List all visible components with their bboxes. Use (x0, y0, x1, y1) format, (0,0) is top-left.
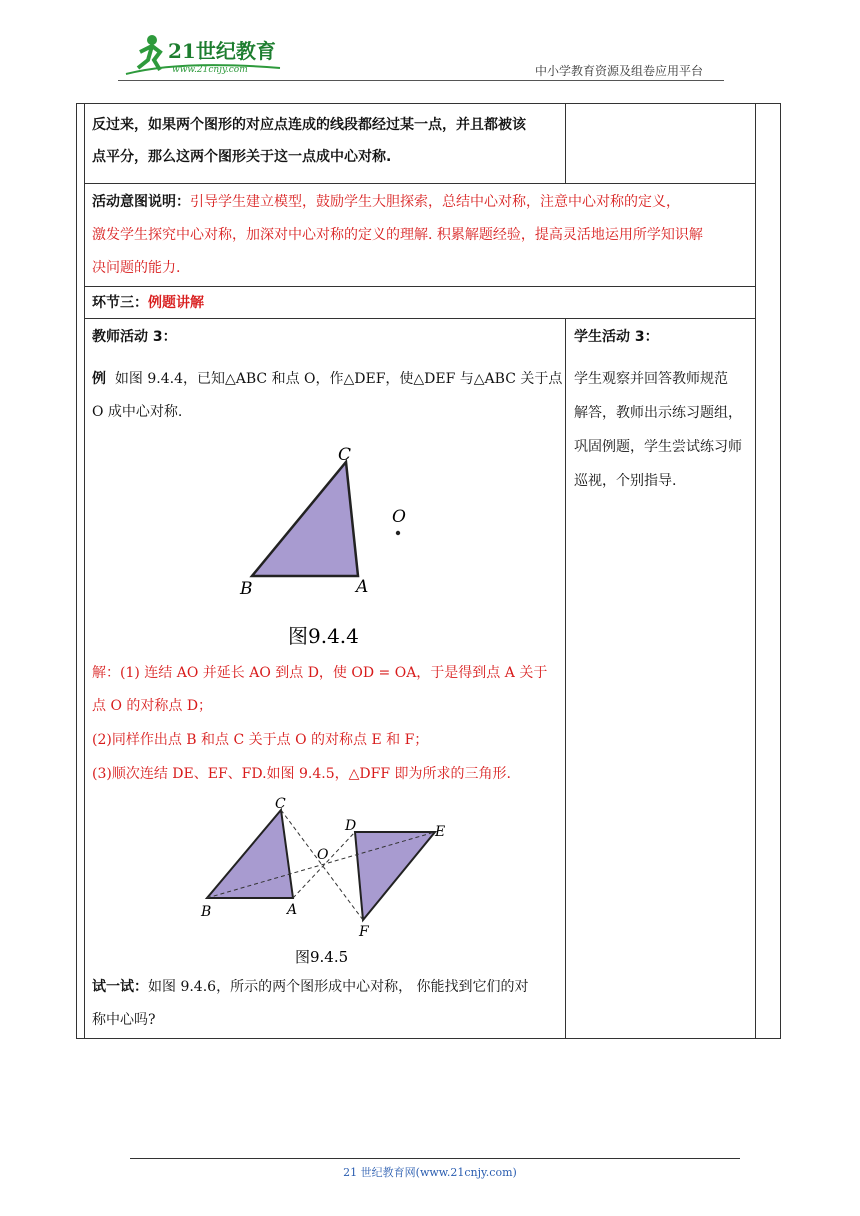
logo-url: www.21cnjy.com (172, 65, 248, 75)
header-divider (118, 80, 724, 81)
intent-line-1 (92, 187, 680, 217)
definition-line-1: 反过来，如果两个图形的对应点连成的线段都经过某一点，并且都被该 (92, 117, 526, 133)
row-divider-2 (84, 286, 755, 287)
intent-label: 活动意图说明： (92, 194, 190, 210)
student-line-4: 巡视，个别指导. (574, 473, 677, 489)
label-b2: B (201, 904, 212, 920)
solution-line-2: 点 O 的对称点 D； (92, 698, 213, 714)
teacher-activity-title: 教师活动 3： (92, 329, 177, 345)
label-a: A (356, 577, 369, 597)
section-heading (92, 288, 204, 318)
label-f2: F (359, 924, 369, 940)
triangle-abc (252, 462, 358, 576)
label-a2: A (287, 902, 298, 918)
logo-runner-icon (138, 46, 160, 70)
try-label: 试一试： (92, 979, 148, 995)
row1-column-divider (565, 103, 566, 183)
triangle-abc-2 (207, 810, 293, 898)
solution-line-1: 解：(1) 连结 AO 并延长 AO 到点 D，使 OD = OA，于是得到点 A 关于 (92, 665, 548, 681)
section-title: 例题讲解 (148, 295, 204, 311)
label-o: O (392, 507, 406, 527)
example-line-2: O 成中心对称. (92, 404, 183, 420)
footer-link[interactable]: 21 世纪教育网(www.21cnjy.com) (343, 1166, 517, 1179)
try-line-1 (92, 972, 529, 1002)
label-b: B (240, 579, 253, 599)
logo-text: 21世纪教育 (168, 39, 276, 63)
figure-9-4-4 (230, 440, 430, 655)
intent-line-2: 激发学生探究中心对称，加深对中心对称的定义的理解. 积累解题经验，提高灵活地运用所学知识解 (92, 227, 703, 243)
example-label: 例 (92, 371, 106, 387)
solution-line-4: (3)顺次连结 DE、EF、FD.如图 9.4.5，△DFF 即为所求的三角形. (92, 766, 511, 782)
triangle-def (355, 832, 435, 920)
student-activity-title: 学生活动 3： (574, 329, 659, 345)
footer-divider (130, 1158, 740, 1159)
row-divider-1 (84, 183, 755, 184)
label-e2: E (435, 824, 446, 840)
student-line-1: 学生观察并回答教师规范 (574, 371, 728, 387)
label-o2: O (317, 847, 329, 863)
site-logo (120, 30, 290, 80)
point-o (396, 531, 400, 535)
activity-column-divider (565, 318, 566, 1039)
section-label: 环节三： (92, 295, 148, 311)
header-platform-text: 中小学教育资源及组卷应用平台 (535, 64, 704, 78)
try-line-2: 称中心吗? (92, 1012, 156, 1028)
table-left-inner-line (84, 103, 85, 1039)
try-text-1: 如图 9.4.6，所示的两个图形成中心对称， 你能找到它们的对 (148, 979, 529, 995)
intent-line-3: 决问题的能力. (92, 260, 181, 276)
table-right-inner-line (755, 103, 756, 1039)
definition-line-2: 点平分，那么这两个图形关于这一点成中心对称. (92, 149, 392, 165)
student-line-2: 解答，教师出示练习题组， (574, 405, 742, 421)
label-c2: C (275, 796, 286, 812)
label-c: C (338, 445, 352, 465)
example-text-1: 如图 9.4.4，已知△ABC 和点 O，作△DEF，使△DEF 与△ABC 关于点 (114, 371, 563, 387)
student-line-3: 巩固例题，学生尝试练习师 (574, 439, 742, 455)
segment-ad (293, 832, 355, 898)
row-divider-3 (84, 318, 755, 319)
example-line-1 (92, 364, 562, 394)
fig2-caption: 图9.4.5 (295, 948, 349, 966)
fig1-caption: 图9.4.4 (288, 624, 359, 648)
label-d2: D (345, 818, 357, 834)
logo-runner-head-icon (147, 35, 157, 45)
intent-text-1: 引导学生建立模型，鼓励学生大胆探索，总结中心对称，注意中心对称的定义， (190, 194, 680, 210)
solution-line-3: (2)同样作出点 B 和点 C 关于点 O 的对称点 E 和 F； (92, 732, 429, 748)
figure-9-4-5 (195, 792, 455, 972)
